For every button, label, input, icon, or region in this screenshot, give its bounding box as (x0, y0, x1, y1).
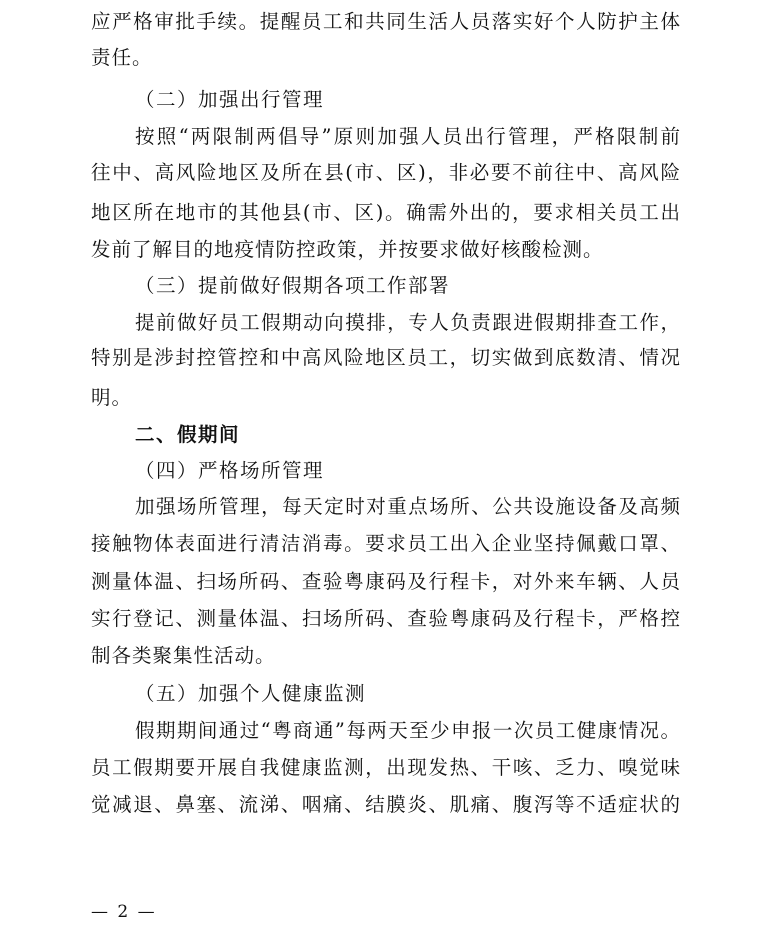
subsection-heading-5: （五）加强个人健康监测 (135, 682, 367, 705)
body-text-line: 员工假期要开展自我健康监测，出现发热、干咳、乏力、嗅觉味 (91, 756, 681, 779)
body-text-line: 实行登记、测量体温、扫场所码、查验粤康码及行程卡，严格控 (91, 607, 681, 630)
body-text-line: 制各类聚集性活动。 (91, 644, 276, 667)
body-text-line: 应严格审批手续。提醒员工和共同生活人员落实好个人防护主体 (91, 10, 681, 33)
body-text-line: 加强场所管理，每天定时对重点场所、公共设施设备及高频 (135, 495, 681, 518)
page-number: — 2 — (91, 902, 157, 922)
body-text-line: 特别是涉封控管控和中高风险地区员工，切实做到底数清、情况 (91, 346, 681, 369)
body-text-line: 接触物体表面进行清洁消毒。要求员工出入企业坚持佩戴口罩、 (91, 532, 681, 555)
body-text-line: 提前做好员工假期动向摸排，专人负责跟进假期排查工作， (135, 311, 681, 334)
body-text-line: 测量体温、扫场所码、查验粤康码及行程卡，对外来车辆、人员 (91, 570, 681, 593)
body-text-line: 往中、高风险地区及所在县(市、区)，非必要不前往中、高风险 (91, 161, 681, 184)
subsection-heading-3: （三）提前做好假期各项工作部署 (135, 274, 451, 297)
body-text-line: 假期期间通过“粤商通”每两天至少申报一次员工健康情况。 (135, 719, 681, 742)
body-text-line: 责任。 (91, 46, 153, 69)
subsection-heading-4: （四）严格场所管理 (135, 459, 325, 482)
body-text-line: 按照“两限制两倡导”原则加强人员出行管理，严格限制前 (135, 125, 681, 148)
body-text-line: 地区所在地市的其他县(市、区)。确需外出的，要求相关员工出 (91, 201, 681, 224)
body-text-line: 明。 (91, 386, 133, 409)
subsection-heading-2: （二）加强出行管理 (135, 88, 325, 111)
body-text-line: 发前了解目的地疫情防控政策，并按要求做好核酸检测。 (91, 238, 604, 261)
section-heading: 二、假期间 (135, 423, 241, 446)
body-text-line: 觉减退、鼻塞、流涕、咽痛、结膜炎、肌痛、腹泻等不适症状的 (91, 793, 681, 816)
